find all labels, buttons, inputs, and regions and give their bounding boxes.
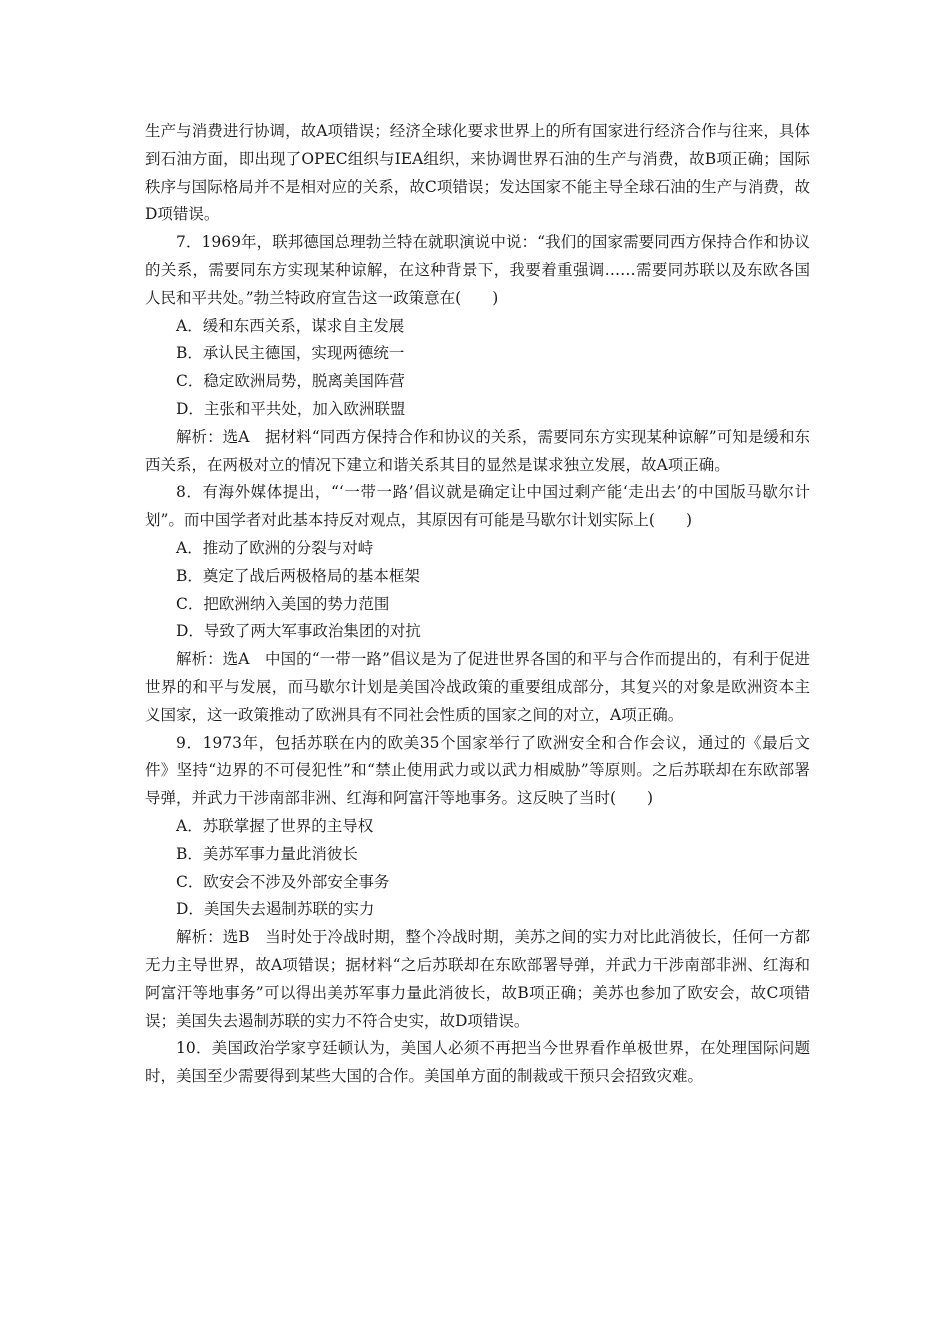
question-analysis: 解析：选A 中国的“一带一路”倡议是为了促进世界各国的和平与合作而提出的，有利于促进世界的和平与发展，而马歇尔计划是美国冷战政策的重要组成部分，其复兴的对象是欧洲资本主义国家，这一政策推动了欧洲具有不同社会性质的国家之间的对立，A项正确。: [145, 650, 810, 724]
option-c: C．欧安会不涉及外部安全事务: [176, 872, 390, 891]
option-a: A．缓和东西关系，谋求自主发展: [176, 316, 405, 335]
question-10-stem: 10．美国政治学家亨廷顿认为，美国人必须不再把当今世界看作单极世界，在处理国际问题时，美国至少需要得到某些大国的合作。美国单方面的制裁或干预只会招致灾难。: [145, 1039, 810, 1086]
previous-analysis-continuation: 生产与消费进行协调，故A项错误；经济全球化要求世界上的所有国家进行经济合作与往来，具体到石油方面，即出现了OPEC组织与IEA组织，来协调世界石油的生产与消费，故B项正确；国际秩序与国际格局并不是相对应的关系，故C项错误；发达国家不能主导全球石油的生产与消费，故D项错误。: [145, 122, 810, 224]
option-b: B．奠定了战后两极格局的基本框架: [176, 566, 420, 585]
option-c: C．把欧洲纳入美国的势力范围: [176, 594, 390, 613]
option-a: A．推动了欧洲的分裂与对峙: [176, 538, 374, 557]
option-d: D．主张和平共处，加入欧洲联盟: [176, 399, 406, 418]
question-analysis: 解析：选A 据材料“同西方保持合作和协议的关系，需要同东方实现某种谅解”可知是缓和东西关系，在两极对立的情况下建立和谐关系其目的显然是谋求独立发展，故A项正确。: [145, 427, 810, 474]
question-analysis: 解析：选B 当时处于冷战时期，整个冷战时期，美苏之间的实力对比此消彼长，任何一方都无力主导世界，故A项错误；据材料“之后苏联却在东欧部署导弹，并武力干涉南部非洲、红海和阿富汗等地事务”可以得出美苏军事力量此消彼长，故B项正确；美苏也参加了欧安会，故C项错误；美国失去遏制苏联的实力不符合史实，故D项错误。: [145, 928, 810, 1030]
option-a: A．苏联掌握了世界的主导权: [176, 816, 374, 835]
question-stem: 7．1969年，联邦德国总理勃兰特在就职演说中说：“我们的国家需要同西方保持合作和协议的关系，需要同东方实现某种谅解，在这种背景下，我要着重强调……需要同苏联以及东欧各国人民和平共处。”勃兰特政府宣告这一政策意在( ): [145, 233, 810, 307]
document-page: [145, 118, 810, 1091]
option-b: B．美苏军事力量此消彼长: [176, 844, 358, 863]
option-d: D．导致了两大军事政治集团的对抗: [176, 622, 421, 641]
question-stem: 9．1973年，包括苏联在内的欧美35个国家举行了欧洲安全和合作会议，通过的《最后文件》坚持“边界的不可侵犯性”和“禁止使用武力或以武力相威胁”等原则。之后苏联却在东欧部署导弹，并武力干涉南部非洲、红海和阿富汗等地事务。这反映了当时( ): [145, 733, 810, 808]
option-b: B．承认民主德国，实现两德统一: [176, 344, 405, 363]
option-d: D．美国失去遏制苏联的实力: [176, 900, 375, 919]
question-7: [145, 229, 810, 479]
option-c: C．稳定欧洲局势，脱离美国阵营: [176, 372, 405, 391]
question-9: [145, 730, 810, 1036]
question-8: [145, 479, 810, 729]
question-stem: 8．有海外媒体提出，“‘一带一路’倡议就是确定让中国过剩产能‘走出去’的中国版马歇尔计划”。而中国学者对此基本持反对观点，其原因有可能是马歇尔计划实际上( ): [145, 483, 810, 530]
